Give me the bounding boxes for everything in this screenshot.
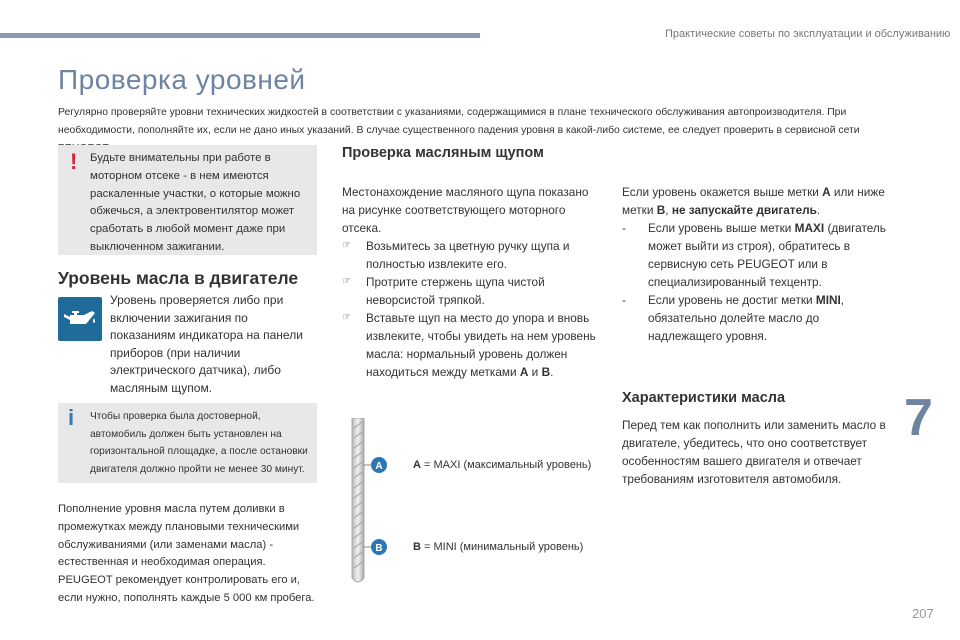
list-item: - Если уровень выше метки MAXI (двигатель может выйти из строя), обратитесь в сервисную сеть PEUGEOT или в специализированный техцентр. [622,219,892,291]
level-warning-paragraph: Если уровень окажется выше метки A или ниже метки B, не запускайте двигатель. [622,185,885,217]
step-3: Вставьте щуп на место до упора и вновь извлеките, чтобы увидеть на нем уровень масла: нормальный уровень должен находиться между метками A и B. [366,311,596,379]
above-max-text: Если уровень выше метки MAXI (двигатель может выйти из строя), обратитесь в сервисную сеть PEUGEOT или в специализированный техцентр. [648,221,886,289]
list-item: - Если уровень не достиг метки MINI, обязательно долейте масло до надлежащего уровня. [622,291,892,345]
label-max: A = MAXI (максимальный уровень) [413,459,592,471]
oil-characteristics-heading: Характеристики масла [622,390,786,406]
list-item [342,273,604,309]
warning-text: Будьте внимательны при работе в моторном отсеке - в нем имеются раскаленные участки, о которые можно обжечься, а электровентилятор может сработать в любой момент даже при выключенном зажигании. [90,152,301,253]
list-item [342,309,604,381]
step-2: Протрите стержень щупа чистой неворсистой тряпкой. [366,275,545,307]
section-label: Практические советы по эксплуатации и обслуживанию [665,28,951,40]
bullet-icon: ☞ [342,312,351,323]
dipstick-instructions [342,183,604,381]
marker-a-letter: A [375,461,383,472]
info-text: Чтобы проверка была достоверной, автомобиль должен быть установлен на горизонтальной площадке, а после остановки двигателя должно пройти не менее 30 минут. [90,411,308,475]
page-title: Проверка уровней [58,64,306,95]
bullet-icon: ☞ [342,240,351,251]
oil-can-icon-graphic [62,308,98,330]
marker-b-letter: B [375,543,383,554]
header-bar [0,33,480,38]
intro-paragraph: Регулярно проверяйте уровни технических жидкостей в соответствии с указаниями, содержащимися в плане технического обслуживания автопроизводителя. При необходимости, пополняйте их, если не дано иных указаний. В случае существенного падения уровня в какой-либо системе, ее следует проверить в сервисной сети [58,107,860,136]
step-1: Возьмитесь за цветную ручку щупа и полностью извлеките его. [366,239,570,271]
list-item [342,237,604,273]
oil-can-icon [58,297,102,341]
below-min-text: Если уровень не достиг метки MINI, обязательно долейте масло до надлежащего уровня. [648,293,845,343]
warning-icon: ! [70,149,78,174]
dipstick-heading: Проверка масляным щупом [342,145,544,161]
page-number: 207 [912,606,934,621]
dipstick-intro: Местонахождение масляного щупа показано на рисунке соответствующего моторного отсека. [342,185,589,235]
engine-oil-heading: Уровень масла в двигателе [58,268,299,288]
dipstick-illustration [340,418,400,588]
chapter-number: 7 [904,389,933,447]
info-icon: i [68,405,75,430]
oil-characteristics-text: Перед тем как пополнить или заменить масло в двигателе, убедитесь, что оно соответствует особенностям вашего двигателя и отвечает требованиям изготовителя автомобиля. [622,418,886,486]
label-min: B = MINI (минимальный уровень) [413,541,584,553]
oil-check-text: Уровень проверяется либо при включении зажигания по показаниям индикатора на панели приборов (при наличии электрического датчика), либо масляным щупом. [110,293,303,395]
refill-paragraph: Пополнение уровня масла путем доливки в промежутках между плановыми техническими обслуживаниями (или заменами масла) - естественная и необходимая операция. PEUGEOT рекомендует контролировать его и, если нужно, пополнять каждые 5 000 км пробега. [58,503,315,604]
bullet-icon: ☞ [342,276,351,287]
level-guidance [622,183,892,345]
